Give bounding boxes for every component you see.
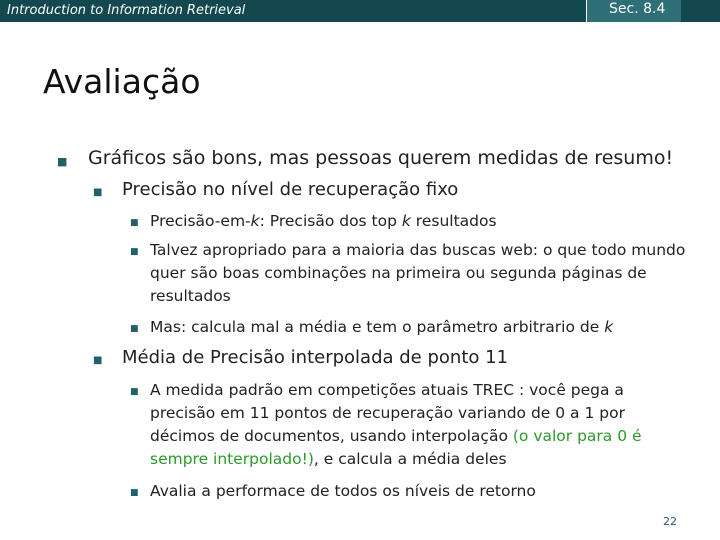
bullet-text: Precisão-em-k: Precisão dos top k resultados	[150, 212, 497, 230]
square-bullet-icon: ■	[93, 355, 103, 366]
section-label: Sec. 8.4	[609, 1, 666, 17]
section-box	[586, 0, 681, 22]
bullet-level3	[130, 480, 693, 503]
bullet-text: Precisão no nível de recuperação fixo	[122, 179, 459, 200]
header-bar	[0, 0, 720, 22]
bullet-level3	[130, 379, 693, 471]
bullet-level3	[130, 210, 693, 233]
bullet-text: A medida padrão em competições atuais TREC : você pega a precisão em 11 pontos de recuperação variando de 0 a 1 por décimos de documentos, usando interpolação (o valor para 0 é sempre interpolado!), e calcula a média deles	[150, 381, 642, 468]
square-bullet-icon: ■	[57, 155, 68, 168]
square-bullet-icon: ■	[130, 324, 139, 334]
bullet-level2	[93, 347, 696, 369]
bullet-level1	[57, 147, 710, 170]
bullet-text: Talvez apropriado para a maioria das buscas web: o que todo mundo quer são boas combinações na primeira ou segunda páginas de resultados	[150, 241, 686, 305]
course-title: Introduction to Information Retrieval	[7, 3, 246, 18]
bullet-text: Mas: calcula mal a média e tem o parâmetro arbitrario de k	[150, 318, 614, 336]
bullet-text: Gráficos são bons, mas pessoas querem medidas de resumo!	[88, 147, 674, 169]
bullet-text: Média de Precisão interpolada de ponto 11	[122, 347, 509, 368]
slide-title: Avaliação	[43, 62, 201, 101]
square-bullet-icon: ■	[93, 187, 103, 198]
bullet-text: Avalia a performace de todos os níveis de retorno	[150, 482, 536, 500]
square-bullet-icon: ■	[130, 387, 139, 397]
square-bullet-icon: ■	[130, 488, 139, 498]
square-bullet-icon: ■	[130, 218, 139, 228]
bullet-level3	[130, 239, 693, 308]
bullet-level2	[93, 179, 696, 201]
square-bullet-icon: ■	[130, 247, 139, 257]
bullet-level3	[130, 316, 693, 339]
page-number: 22	[663, 515, 677, 528]
